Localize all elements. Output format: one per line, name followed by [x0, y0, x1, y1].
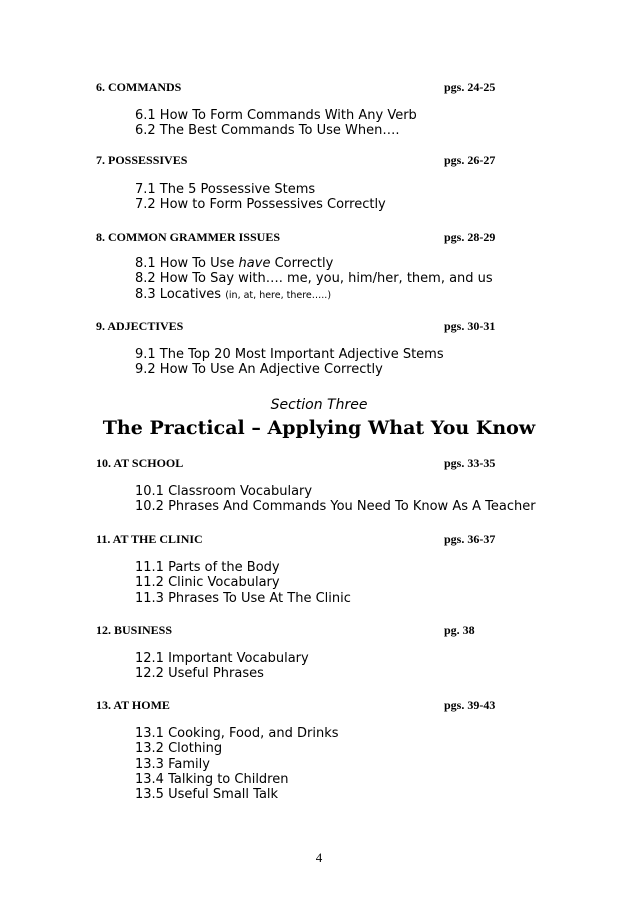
toc-subitem — [135, 256, 493, 271]
toc-sublist-grammar-issues — [135, 256, 493, 303]
toc-sublist-business — [135, 651, 309, 682]
toc-sublist-at-school — [135, 484, 536, 515]
toc-sublist-at-the-clinic — [135, 560, 351, 606]
toc-subitem: 12.1 Important Vocabulary — [135, 651, 309, 666]
toc-subitem: 12.2 Useful Phrases — [135, 666, 264, 682]
toc-heading-title: 9. ADJECTIVES — [96, 319, 184, 333]
toc-heading-pages: pg. 38 — [444, 623, 475, 637]
toc-subitem: 11.1 Parts of the Body — [135, 560, 280, 575]
toc-heading-title: 7. POSSESSIVES — [96, 153, 188, 167]
toc-subitem: 9.1 The Top 20 Most Important Adjective Stems — [135, 347, 444, 362]
toc-heading-title: 12. BUSINESS — [96, 623, 173, 637]
toc-subitem-text: Correctly — [270, 256, 334, 271]
toc-heading-pages: pgs. 33-35 — [444, 456, 496, 470]
toc-subitem: 13.3 Family — [135, 756, 210, 772]
toc-subitem: 13.5 Useful Small Talk — [135, 787, 279, 803]
toc-heading-pages: pgs. 36-37 — [444, 532, 496, 546]
toc-heading-title: 13. AT HOME — [96, 698, 170, 712]
toc-sublist-adjectives — [135, 347, 444, 378]
toc-subitem: 10.2 Phrases And Commands You Need To Know As A Teacher — [135, 499, 536, 515]
toc-subitem-text: 8.1 How To Use — [135, 256, 239, 271]
toc-subitem: 10.1 Classroom Vocabulary — [135, 484, 313, 499]
toc-sublist-commands — [135, 108, 417, 139]
toc-subitem: 9.2 How To Use An Adjective Correctly — [135, 362, 383, 378]
toc-heading-pages: pgs. 39-43 — [444, 698, 496, 712]
page-number: 4 — [315, 850, 323, 865]
toc-sublist-possessives — [135, 182, 386, 213]
toc-subitem: 7.2 How to Form Possessives Correctly — [135, 197, 386, 213]
toc-subitem-emphasis: have — [238, 256, 271, 271]
toc-heading-title: 10. AT SCHOOL — [96, 456, 184, 470]
toc-heading-pages: pgs. 24-25 — [444, 80, 496, 94]
toc-heading-title: 8. COMMON GRAMMER ISSUES — [96, 230, 281, 244]
toc-subitem: 8.2 How To Say with…. me, you, him/her, them, and us — [135, 271, 493, 287]
section-label: Section Three — [270, 397, 368, 413]
toc-sublist-at-home — [135, 726, 339, 802]
toc-subitem-note: (in, at, here, there…..) — [225, 289, 332, 301]
toc-heading-pages: pgs. 26-27 — [444, 153, 496, 167]
toc-subitem-text: 8.3 Locatives — [135, 286, 226, 302]
toc-subitem: 7.1 The 5 Possessive Stems — [135, 182, 316, 197]
toc-subitem: 13.4 Talking to Children — [135, 771, 289, 787]
toc-heading-title: 11. AT THE CLINIC — [96, 532, 203, 546]
toc-heading-pages: pgs. 30-31 — [444, 319, 496, 333]
toc-subitem: 13.1 Cooking, Food, and Drinks — [135, 726, 339, 741]
toc-heading-pages: pgs. 28-29 — [444, 230, 496, 244]
toc-subitem: 13.2 Clothing — [135, 741, 223, 757]
toc-subitem: 6.1 How To Form Commands With Any Verb — [135, 108, 417, 123]
section-title: The Practical – Applying What You Know — [102, 417, 536, 439]
toc-subitem: 11.3 Phrases To Use At The Clinic — [135, 590, 351, 606]
toc-heading-title: 6. COMMANDS — [96, 80, 182, 94]
toc-subitem — [135, 287, 493, 303]
toc-subitem: 6.2 The Best Commands To Use When…. — [135, 123, 400, 139]
toc-subitem: 11.2 Clinic Vocabulary — [135, 575, 280, 591]
